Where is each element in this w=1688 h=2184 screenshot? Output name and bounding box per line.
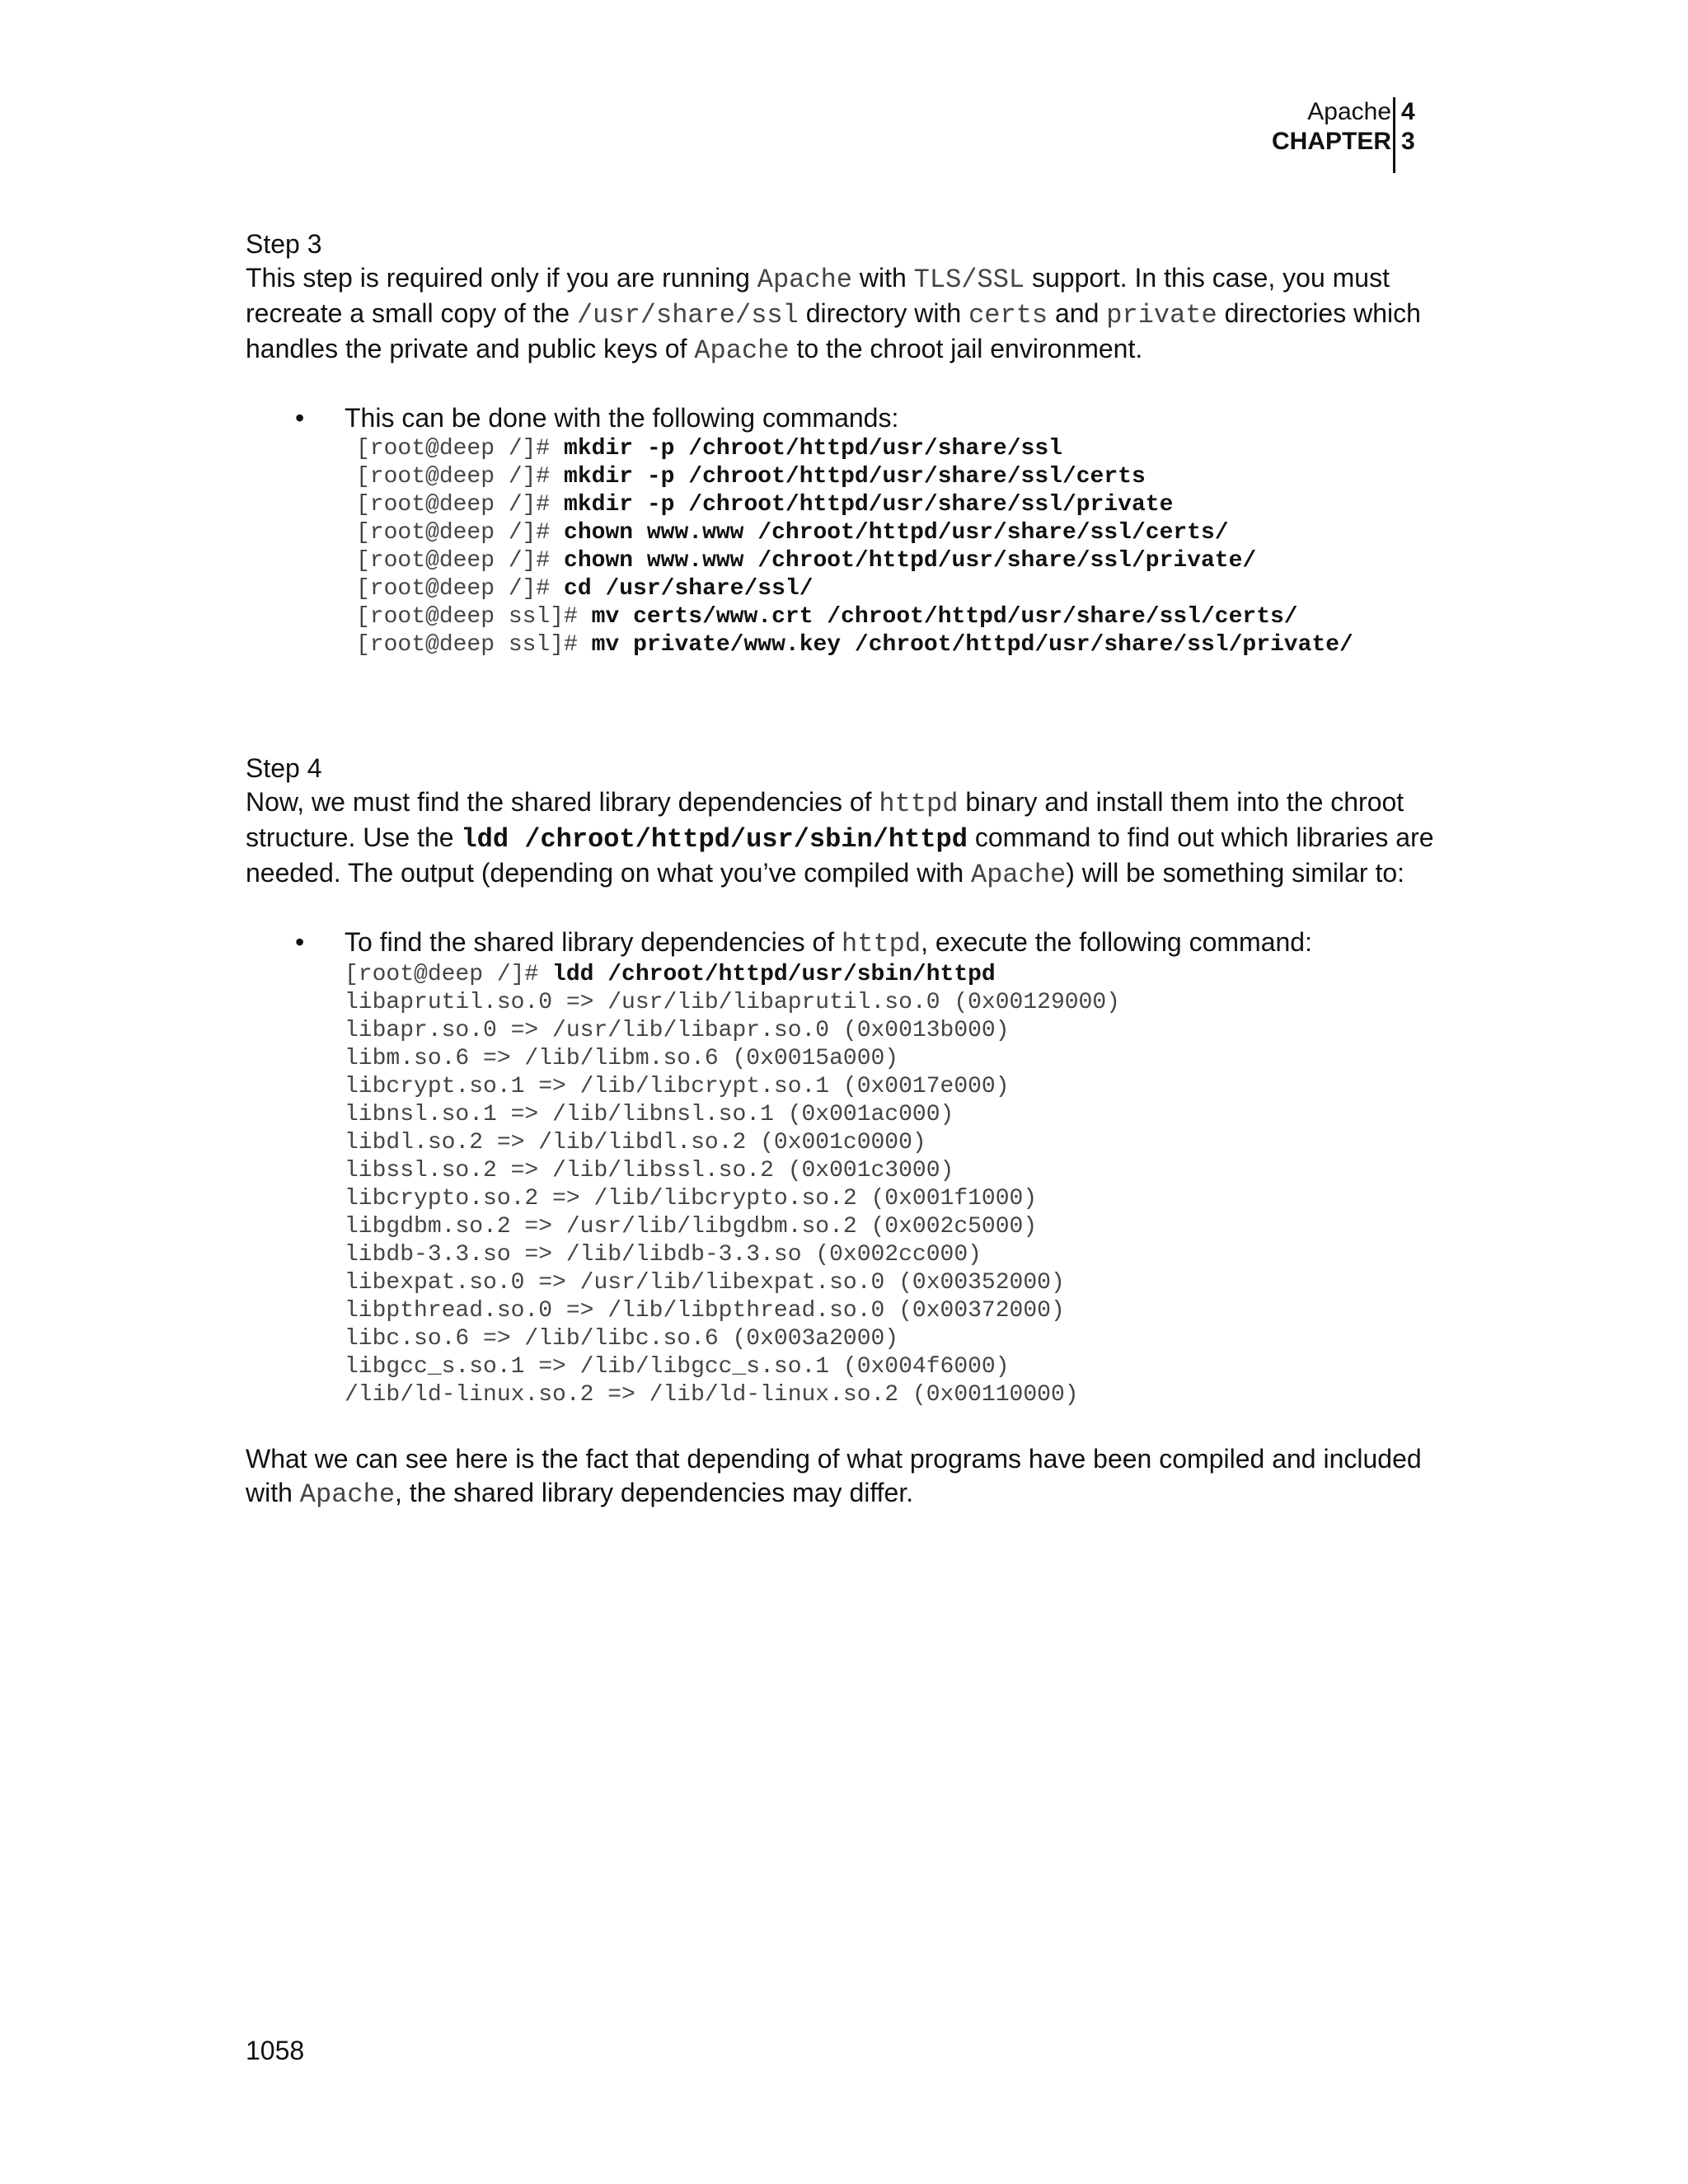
step-3-section — [246, 227, 1449, 659]
command-line — [345, 463, 1449, 491]
step-3-paragraph — [246, 261, 1449, 368]
header-numbers — [1401, 97, 1415, 157]
output-line: libdl.so.2 => /lib/libdl.so.2 (0x001c0000) — [345, 1130, 926, 1155]
prompt: [root@deep /]# — [356, 548, 565, 574]
bullet-dot: • — [295, 403, 305, 433]
step-4-bullet — [246, 926, 1449, 1409]
text: Now, we must find the shared library dependencies of — [246, 787, 879, 817]
text: , execute the following command: — [921, 927, 1312, 957]
command: mkdir -p /chroot/httpd/usr/share/ssl — [564, 436, 1062, 462]
command: mkdir -p /chroot/httpd/usr/share/ssl/certs — [564, 464, 1146, 490]
output-line: libssl.so.2 => /lib/libssl.so.2 (0x001c3000) — [345, 1158, 954, 1183]
text: This step is required only if you are running — [246, 263, 757, 293]
code-certs: certs — [968, 300, 1048, 330]
prompt: [root@deep ssl]# — [356, 632, 592, 658]
text: support. In this case, you must recreate a small copy of the — [246, 263, 1390, 328]
step-3-commands — [345, 435, 1449, 659]
page-content — [246, 227, 1449, 1511]
code-apache: Apache — [971, 860, 1067, 890]
prompt: [root@deep /]# — [356, 520, 565, 546]
code-apache: Apache — [694, 335, 790, 366]
spacer — [246, 705, 1449, 752]
prompt: [root@deep /]# — [356, 492, 565, 518]
command-line — [345, 519, 1449, 547]
output-line: libnsl.so.1 => /lib/libnsl.so.1 (0x001ac000) — [345, 1102, 954, 1127]
step-3-heading: Step 3 — [246, 229, 322, 259]
code-ssl-path: /usr/share/ssl — [576, 300, 799, 330]
step-4-heading: Step 4 — [246, 753, 322, 783]
output-line: libgdbm.so.2 => /usr/lib/libgdbm.so.2 (0x002c5000) — [345, 1214, 1038, 1240]
prompt: [root@deep /]# — [356, 464, 565, 490]
header-divider — [1393, 97, 1395, 173]
text: with — [851, 263, 914, 293]
output-line: libgcc_s.so.1 => /lib/libgcc_s.so.1 (0x004f6000) — [345, 1354, 1010, 1380]
step-4-paragraph — [246, 785, 1449, 892]
output-line: libexpat.so.0 => /usr/lib/libexpat.so.0 (0x00352000) — [345, 1270, 1065, 1296]
spacer — [246, 659, 1449, 705]
text: What we can see here is the fact that depending of what programs have been compiled and included with — [246, 1444, 1422, 1507]
prompt: [root@deep /]# — [356, 436, 565, 462]
text: binary and install them into the chroot structure. Use the — [246, 787, 1404, 852]
command-line — [345, 961, 1449, 989]
output-line: libc.so.6 => /lib/libc.so.6 (0x003a2000) — [345, 1326, 899, 1352]
output-line: /lib/ld-linux.so.2 => /lib/ld-linux.so.2 (0x00110000) — [345, 1382, 1079, 1408]
command-line — [345, 603, 1449, 631]
step-3-bullet — [246, 401, 1449, 659]
command: cd /usr/share/ssl/ — [564, 576, 814, 602]
text: To find the shared library dependencies of — [345, 927, 842, 957]
bullet-text — [345, 926, 1449, 961]
output-line: libapr.so.0 => /usr/lib/libapr.so.0 (0x0013b000) — [345, 1018, 1010, 1043]
spacer — [246, 1409, 1449, 1442]
command-line — [345, 547, 1449, 575]
text: and — [1048, 298, 1107, 328]
chapter-title: Apache — [1307, 98, 1391, 125]
code-apache: Apache — [299, 1479, 396, 1510]
prompt: [root@deep ssl]# — [356, 604, 592, 630]
output-line: libm.so.6 => /lib/libm.so.6 (0x0015a000) — [345, 1046, 899, 1071]
code-apache: Apache — [757, 265, 852, 295]
closing-paragraph — [246, 1442, 1449, 1511]
prompt: [root@deep /]# — [345, 962, 553, 987]
output-line: libaprutil.so.0 => /usr/lib/libaprutil.so.0 (0x00129000) — [345, 990, 1120, 1015]
command: mv private/www.key /chroot/httpd/usr/share/ssl/private/ — [591, 632, 1353, 658]
command-line — [345, 435, 1449, 463]
ldd-output — [345, 961, 1449, 1409]
command: ldd /chroot/httpd/usr/sbin/httpd — [552, 962, 996, 987]
text: , the shared library dependencies may differ. — [395, 1478, 914, 1507]
output-line: libcrypto.so.2 => /lib/libcrypto.so.2 (0x001f1000) — [345, 1186, 1038, 1212]
code-ldd-command: ldd /chroot/httpd/usr/sbin/httpd — [461, 824, 968, 855]
code-httpd: httpd — [879, 789, 959, 819]
page-number: 1058 — [246, 2036, 305, 2065]
text: to the chroot jail environment. — [789, 334, 1143, 363]
text: directories which handles the private and public keys of — [246, 298, 1421, 363]
command: mv certs/www.crt /chroot/httpd/usr/share/ssl/certs/ — [591, 604, 1298, 630]
command: chown www.www /chroot/httpd/usr/share/ssl/certs/ — [564, 520, 1229, 546]
command-line — [345, 575, 1449, 603]
code-tls-ssl: TLS/SSL — [913, 265, 1025, 295]
prompt: [root@deep /]# — [356, 576, 565, 602]
code-httpd: httpd — [842, 929, 921, 959]
text: command to find out which libraries are needed. The output (depending on what you’ve compiled with — [246, 823, 1434, 888]
output-line: libcrypt.so.1 => /lib/libcrypt.so.1 (0x0017e000) — [345, 1074, 1010, 1099]
text: directory with — [798, 298, 969, 328]
header-number-top: 4 — [1401, 98, 1415, 125]
step-4-section — [246, 752, 1449, 1511]
command-line — [345, 491, 1449, 519]
command: mkdir -p /chroot/httpd/usr/share/ssl/private — [564, 492, 1174, 518]
command-line — [345, 631, 1449, 659]
chapter-label: CHAPTER — [1271, 128, 1391, 155]
command: chown www.www /chroot/httpd/usr/share/ssl/private/ — [564, 548, 1257, 574]
output-line: libpthread.so.0 => /lib/libpthread.so.0 (0x00372000) — [345, 1298, 1065, 1324]
bullet-text: This can be done with the following commands: — [345, 403, 899, 433]
bullet-dot: • — [295, 927, 305, 957]
output-line: libdb-3.3.so => /lib/libdb-3.3.so (0x002cc000) — [345, 1242, 982, 1268]
header-labels — [1272, 97, 1391, 157]
text: ) will be something similar to: — [1066, 858, 1405, 888]
code-private: private — [1106, 300, 1217, 330]
header-number-bottom: 3 — [1401, 128, 1415, 155]
